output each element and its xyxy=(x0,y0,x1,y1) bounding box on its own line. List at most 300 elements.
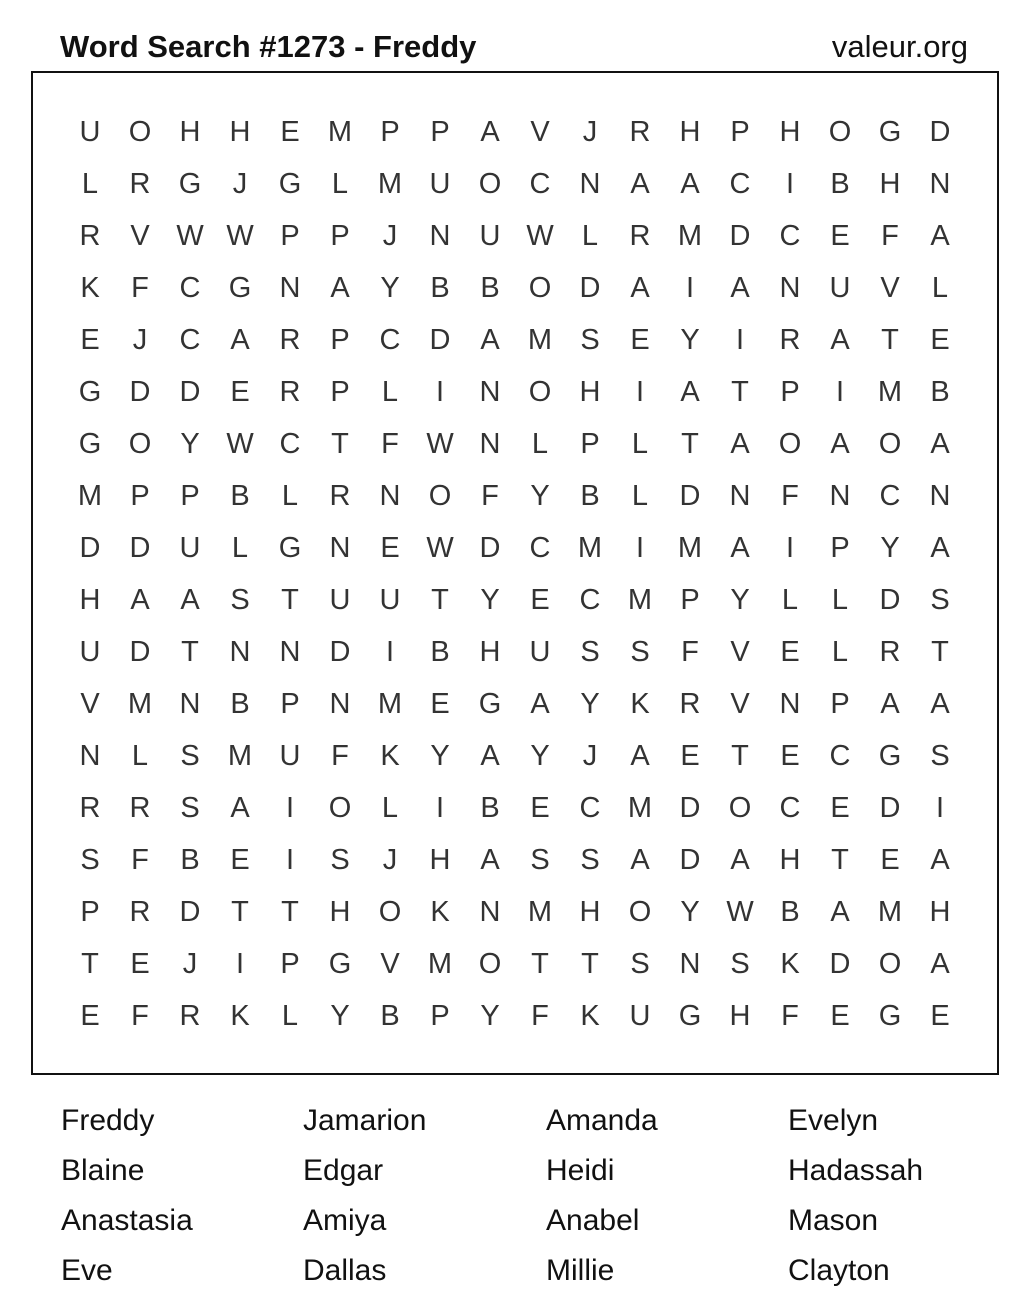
grid-letter: S xyxy=(230,584,250,616)
grid-letter: L xyxy=(631,480,649,512)
grid-letter: N xyxy=(429,220,451,252)
word-list-item: Millie xyxy=(546,1254,615,1287)
grid-letter: Y xyxy=(480,1000,500,1032)
word-list-item: Evelyn xyxy=(788,1104,879,1137)
grid-letter: C xyxy=(729,168,751,200)
grid-letter: S xyxy=(180,740,200,772)
grid-letter: N xyxy=(79,740,101,772)
grid-letter: U xyxy=(429,168,451,200)
grid-letter: C xyxy=(279,428,301,460)
grid-letter: B xyxy=(430,272,450,304)
grid-letter: G xyxy=(678,1000,702,1032)
grid-letter: D xyxy=(179,376,201,408)
grid-letter: B xyxy=(480,792,500,824)
grid-letter: N xyxy=(179,688,201,720)
grid-letter: M xyxy=(627,792,653,824)
grid-letter: J xyxy=(182,948,198,980)
grid-letter: H xyxy=(329,896,351,928)
grid-letter: P xyxy=(830,532,850,564)
grid-letter: P xyxy=(430,116,450,148)
grid-letter: B xyxy=(430,636,450,668)
grid-letter: L xyxy=(531,428,549,460)
grid-letter: D xyxy=(129,376,151,408)
grid-letter: N xyxy=(379,480,401,512)
grid-letter: K xyxy=(380,740,400,772)
grid-letter: R xyxy=(129,792,151,824)
grid-letter: E xyxy=(780,740,800,772)
grid-letter: H xyxy=(79,584,101,616)
grid-letter: N xyxy=(579,168,601,200)
grid-letter: A xyxy=(830,896,850,928)
grid-letter: E xyxy=(830,220,850,252)
grid-letter: A xyxy=(680,376,700,408)
grid-letter: C xyxy=(579,584,601,616)
grid-letter: E xyxy=(130,948,150,980)
grid-letter: R xyxy=(629,220,651,252)
grid-letter: M xyxy=(577,532,603,564)
grid-letter: T xyxy=(881,324,899,356)
grid-letter: I xyxy=(285,844,295,876)
grid-letter: H xyxy=(679,116,701,148)
grid-letter: R xyxy=(879,636,901,668)
grid-letter: E xyxy=(530,584,550,616)
grid-letter: D xyxy=(679,844,701,876)
grid-letter: S xyxy=(930,584,950,616)
grid-letter: M xyxy=(527,324,553,356)
grid-letter: E xyxy=(230,844,250,876)
grid-letter: U xyxy=(379,584,401,616)
grid-letter: P xyxy=(80,896,100,928)
grid-letter: N xyxy=(279,636,301,668)
grid-letter: E xyxy=(680,740,700,772)
grid-letter: O xyxy=(828,116,852,148)
grid-letter: N xyxy=(479,376,501,408)
grid-letter: N xyxy=(229,636,251,668)
grid-letter: N xyxy=(779,688,801,720)
grid-letter: P xyxy=(580,428,600,460)
grid-letter: M xyxy=(877,896,903,928)
grid-letter: G xyxy=(278,168,302,200)
word-list-item: Anastasia xyxy=(61,1204,193,1237)
grid-letter: H xyxy=(729,1000,751,1032)
grid-letter: T xyxy=(581,948,599,980)
grid-letter: P xyxy=(330,324,350,356)
grid-letter: B xyxy=(230,480,250,512)
grid-letter: H xyxy=(779,844,801,876)
grid-letter: T xyxy=(681,428,699,460)
grid-letter: A xyxy=(180,584,200,616)
grid-letter: J xyxy=(382,220,398,252)
grid-letter: T xyxy=(81,948,99,980)
grid-letter: L xyxy=(631,428,649,460)
grid-letter: T xyxy=(931,636,949,668)
grid-letter: I xyxy=(385,636,395,668)
grid-letter: Y xyxy=(730,584,750,616)
grid-letter: A xyxy=(230,792,250,824)
word-list-item: Amiya xyxy=(303,1204,387,1237)
grid-letter: V xyxy=(730,688,750,720)
grid-letter: U xyxy=(279,740,301,772)
grid-letter: C xyxy=(179,324,201,356)
grid-letter: N xyxy=(479,428,501,460)
grid-letter: B xyxy=(580,480,600,512)
grid-letter: E xyxy=(80,1000,100,1032)
grid-letter: A xyxy=(480,844,500,876)
grid-letter: Y xyxy=(330,1000,350,1032)
grid-letter: B xyxy=(230,688,250,720)
word-list-item: Amanda xyxy=(546,1104,658,1137)
grid-letter: G xyxy=(78,376,102,408)
grid-letter: O xyxy=(878,948,902,980)
grid-letter: D xyxy=(329,636,351,668)
grid-letter: Y xyxy=(530,740,550,772)
grid-letter: G xyxy=(878,116,902,148)
grid-letter: V xyxy=(730,636,750,668)
grid-letter: P xyxy=(780,376,800,408)
grid-letter: B xyxy=(380,1000,400,1032)
grid-letter: K xyxy=(430,896,450,928)
grid-letter: M xyxy=(77,480,103,512)
grid-letter: Y xyxy=(580,688,600,720)
grid-letter: P xyxy=(430,1000,450,1032)
grid-letter: S xyxy=(930,740,950,772)
grid-letter: E xyxy=(430,688,450,720)
grid-letter: D xyxy=(879,584,901,616)
grid-letter: Y xyxy=(430,740,450,772)
grid-letter: I xyxy=(835,376,845,408)
grid-letter: R xyxy=(679,688,701,720)
grid-letter: R xyxy=(279,324,301,356)
grid-letter: R xyxy=(179,1000,201,1032)
grid-letter: C xyxy=(829,740,851,772)
grid-letter: N xyxy=(679,948,701,980)
grid-letter: A xyxy=(930,532,950,564)
grid-letter: P xyxy=(280,948,300,980)
grid-letter: J xyxy=(582,740,598,772)
grid-letter: N xyxy=(729,480,751,512)
grid-letter: N xyxy=(279,272,301,304)
grid-letter: G xyxy=(328,948,352,980)
grid-letter: E xyxy=(830,792,850,824)
grid-letter: S xyxy=(630,636,650,668)
grid-letter: A xyxy=(730,428,750,460)
grid-letter: A xyxy=(230,324,250,356)
grid-letter: U xyxy=(79,116,101,148)
grid-letter: N xyxy=(479,896,501,928)
grid-letter: P xyxy=(280,688,300,720)
grid-letter: E xyxy=(80,324,100,356)
grid-letter: U xyxy=(79,636,101,668)
grid-letter: I xyxy=(285,792,295,824)
grid-letter: K xyxy=(580,1000,600,1032)
grid-letter: I xyxy=(435,376,445,408)
grid-letter: H xyxy=(229,116,251,148)
grid-letter: G xyxy=(178,168,202,200)
grid-letter: N xyxy=(929,168,951,200)
grid-letter: D xyxy=(129,636,151,668)
grid-letter: R xyxy=(129,168,151,200)
grid-letter: Y xyxy=(180,428,200,460)
grid-letter: T xyxy=(431,584,449,616)
grid-letter: V xyxy=(80,688,100,720)
grid-letter: O xyxy=(528,376,552,408)
grid-letter: E xyxy=(380,532,400,564)
grid-letter: V xyxy=(380,948,400,980)
grid-letter: C xyxy=(779,792,801,824)
grid-letter: R xyxy=(79,792,101,824)
grid-letter: C xyxy=(529,168,551,200)
grid-letter: A xyxy=(930,844,950,876)
grid-letter: C xyxy=(779,220,801,252)
grid-letter: G xyxy=(878,1000,902,1032)
grid-letter: R xyxy=(629,116,651,148)
grid-letter: S xyxy=(630,948,650,980)
word-list-item: Blaine xyxy=(61,1154,145,1187)
grid-letter: I xyxy=(935,792,945,824)
grid-letter: A xyxy=(330,272,350,304)
grid-letter: T xyxy=(181,636,199,668)
grid-letter: T xyxy=(281,896,299,928)
grid-letter: F xyxy=(481,480,499,512)
puzzle-grid xyxy=(31,71,999,1075)
grid-letter: P xyxy=(330,376,350,408)
grid-letter: O xyxy=(478,168,502,200)
grid-letter: G xyxy=(278,532,302,564)
grid-letter: F xyxy=(781,1000,799,1032)
grid-letter: A xyxy=(680,168,700,200)
grid-letter: A xyxy=(830,324,850,356)
grid-letter: S xyxy=(180,792,200,824)
grid-letter: L xyxy=(231,532,249,564)
grid-letter: Y xyxy=(880,532,900,564)
grid-letter: F xyxy=(881,220,899,252)
grid-letter: I xyxy=(635,532,645,564)
grid-letter: T xyxy=(831,844,849,876)
word-list-item: Freddy xyxy=(61,1104,155,1137)
grid-letter: H xyxy=(579,376,601,408)
grid-letter: L xyxy=(81,168,99,200)
grid-letter: T xyxy=(731,740,749,772)
grid-letter: F xyxy=(131,844,149,876)
grid-letter: E xyxy=(530,792,550,824)
grid-letter: P xyxy=(730,116,750,148)
grid-letter: I xyxy=(785,532,795,564)
grid-letter: E xyxy=(780,636,800,668)
grid-letter: P xyxy=(830,688,850,720)
grid-letter: M xyxy=(377,688,403,720)
grid-letter: F xyxy=(331,740,349,772)
grid-letter: C xyxy=(529,532,551,564)
grid-letter: M xyxy=(677,532,703,564)
grid-letter: N xyxy=(779,272,801,304)
grid-letter: I xyxy=(435,792,445,824)
grid-letter: W xyxy=(426,532,454,564)
word-list-item: Mason xyxy=(788,1204,879,1237)
grid-letter: O xyxy=(628,896,652,928)
grid-letter: M xyxy=(227,740,253,772)
grid-letter: I xyxy=(735,324,745,356)
grid-letter: W xyxy=(426,428,454,460)
grid-letter: M xyxy=(527,896,553,928)
grid-letter: A xyxy=(930,688,950,720)
grid-letter: A xyxy=(730,272,750,304)
grid-letter: E xyxy=(930,324,950,356)
grid-letter: B xyxy=(480,272,500,304)
grid-letter: L xyxy=(581,220,599,252)
grid-letter: A xyxy=(930,220,950,252)
grid-letter: U xyxy=(829,272,851,304)
grid-letter: F xyxy=(381,428,399,460)
grid-letter: J xyxy=(232,168,248,200)
grid-letter: A xyxy=(630,844,650,876)
grid-letter: G xyxy=(78,428,102,460)
grid-letter: J xyxy=(132,324,148,356)
grid-letter: D xyxy=(929,116,951,148)
grid-letter: C xyxy=(179,272,201,304)
grid-letter: W xyxy=(726,896,754,928)
grid-letter: S xyxy=(80,844,100,876)
grid-letter: N xyxy=(329,688,351,720)
grid-letter: K xyxy=(630,688,650,720)
grid-letter: D xyxy=(729,220,751,252)
grid-letter: A xyxy=(130,584,150,616)
word-list-item: Hadassah xyxy=(788,1154,924,1187)
grid-letter: R xyxy=(279,376,301,408)
grid-letter: D xyxy=(579,272,601,304)
grid-letter: Y xyxy=(530,480,550,512)
grid-letter: A xyxy=(480,324,500,356)
grid-letter: I xyxy=(635,376,645,408)
grid-letter: S xyxy=(530,844,550,876)
grid-letter: T xyxy=(281,584,299,616)
grid-letter: D xyxy=(879,792,901,824)
grid-letter: M xyxy=(677,220,703,252)
grid-letter: U xyxy=(629,1000,651,1032)
grid-letter: A xyxy=(480,116,500,148)
grid-letter: B xyxy=(780,896,800,928)
grid-letter: L xyxy=(331,168,349,200)
grid-letter: L xyxy=(381,376,399,408)
grid-letter: I xyxy=(235,948,245,980)
grid-letter: L xyxy=(831,584,849,616)
grid-letter: H xyxy=(479,636,501,668)
grid-letter: H xyxy=(179,116,201,148)
grid-letter: H xyxy=(929,896,951,928)
grid-letter: R xyxy=(129,896,151,928)
grid-letter: O xyxy=(878,428,902,460)
grid-letter: W xyxy=(176,220,204,252)
grid-letter: A xyxy=(730,532,750,564)
grid-letter: K xyxy=(780,948,800,980)
grid-letter: D xyxy=(679,480,701,512)
grid-letter: N xyxy=(329,532,351,564)
grid-letter: W xyxy=(226,428,254,460)
grid-letter: J xyxy=(382,844,398,876)
grid-letter: G xyxy=(228,272,252,304)
page-title: Word Search #1273 - Freddy xyxy=(60,29,477,64)
grid-letter: A xyxy=(930,428,950,460)
grid-letter: F xyxy=(131,272,149,304)
grid-letter: O xyxy=(528,272,552,304)
grid-letter: M xyxy=(327,116,353,148)
grid-letter: B xyxy=(180,844,200,876)
grid-letter: Y xyxy=(680,324,700,356)
word-list-item: Anabel xyxy=(546,1204,640,1237)
grid-letter: C xyxy=(579,792,601,824)
grid-letter: F xyxy=(131,1000,149,1032)
grid-letter: R xyxy=(79,220,101,252)
grid-letter: S xyxy=(730,948,750,980)
grid-letter: L xyxy=(381,792,399,824)
grid-letter: N xyxy=(829,480,851,512)
grid-letter: A xyxy=(930,948,950,980)
grid-letter: U xyxy=(479,220,501,252)
grid-letter: D xyxy=(179,896,201,928)
grid-letter: U xyxy=(329,584,351,616)
grid-letter: P xyxy=(380,116,400,148)
grid-letter: I xyxy=(685,272,695,304)
grid-letter: O xyxy=(428,480,452,512)
word-list-item: Eve xyxy=(61,1254,113,1287)
grid-letter: L xyxy=(931,272,949,304)
grid-letter: S xyxy=(580,636,600,668)
grid-letter: H xyxy=(779,116,801,148)
grid-letter: H xyxy=(879,168,901,200)
grid-letter: E xyxy=(630,324,650,356)
grid-letter: O xyxy=(128,428,152,460)
word-list-item: Heidi xyxy=(546,1154,615,1187)
grid-letter: W xyxy=(526,220,554,252)
grid-letter: A xyxy=(630,272,650,304)
grid-letter: A xyxy=(630,740,650,772)
grid-letter: P xyxy=(180,480,200,512)
grid-letter: L xyxy=(281,480,299,512)
grid-letter: E xyxy=(880,844,900,876)
grid-letter: D xyxy=(129,532,151,564)
grid-letter: A xyxy=(730,844,750,876)
grid-letter: T xyxy=(731,376,749,408)
grid-letter: A xyxy=(480,740,500,772)
grid-letter: E xyxy=(830,1000,850,1032)
grid-letter: V xyxy=(530,116,550,148)
grid-letter: T xyxy=(231,896,249,928)
grid-letter: P xyxy=(330,220,350,252)
grid-letter: E xyxy=(230,376,250,408)
grid-letter: O xyxy=(478,948,502,980)
grid-letter: U xyxy=(179,532,201,564)
grid-letter: W xyxy=(226,220,254,252)
grid-letter: F xyxy=(781,480,799,512)
grid-letter: E xyxy=(930,1000,950,1032)
grid-letter: L xyxy=(131,740,149,772)
grid-letter: O xyxy=(328,792,352,824)
grid-letter: H xyxy=(579,896,601,928)
grid-letter: D xyxy=(79,532,101,564)
grid-letter: O xyxy=(728,792,752,824)
grid-letter: S xyxy=(580,844,600,876)
grid-letter: D xyxy=(479,532,501,564)
grid-letter: F xyxy=(681,636,699,668)
grid-letter: O xyxy=(378,896,402,928)
grid-letter: L xyxy=(281,1000,299,1032)
grid-letter: M xyxy=(427,948,453,980)
grid-letter: A xyxy=(830,428,850,460)
word-list-item: Jamarion xyxy=(303,1104,427,1137)
grid-letter: Y xyxy=(680,896,700,928)
grid-letter: A xyxy=(630,168,650,200)
grid-letter: R xyxy=(779,324,801,356)
grid-letter: S xyxy=(580,324,600,356)
